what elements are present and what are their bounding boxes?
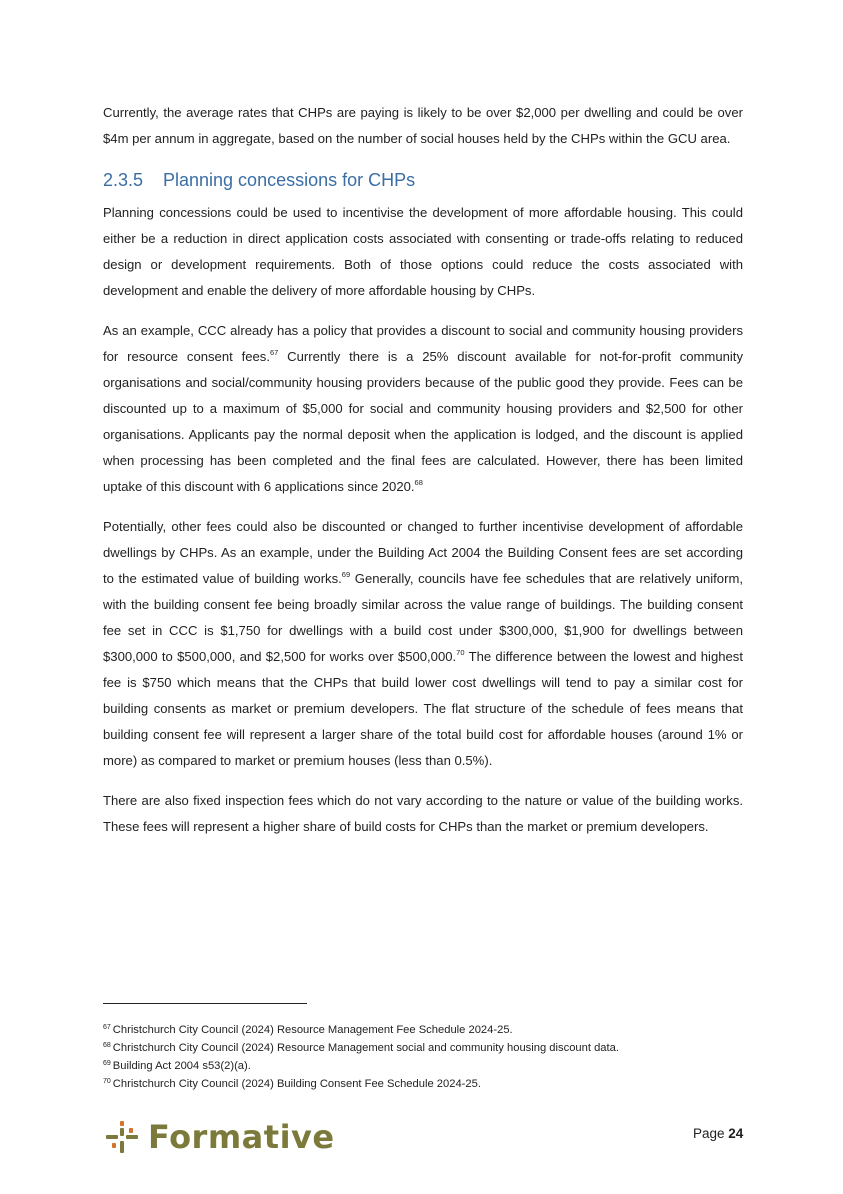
paragraph-text: Currently there is a 25% discount available for not-for-profit community organisations and social/community housing providers because of the public good they provide. Fees can be discounted up to a maximum of $5,000 for social and community housing providers and $2,500 for other organisations. Applicants pay the normal deposit when the application is lodged, and the discount is applied when processing has been completed and the final fees are calculated. However, there has been limited uptake of this discount with 6 applications since 2020.: [103, 349, 743, 494]
paragraph-planning-concessions: Planning concessions could be used to incentivise the development of more affordable housing. This could either be a reduction in direct application costs associated with consenting or trade-offs relating to reduced design or development requirements. Both of those options could reduce the costs associated with development and enable the delivery of more affordable housing by CHPs.: [103, 205, 743, 298]
paragraph-ccc-example: [103, 318, 743, 500]
footnote-70: [103, 1075, 743, 1093]
page-label: Page: [693, 1126, 725, 1141]
footnote-number: 70: [103, 1078, 111, 1085]
footnote-reference[interactable]: 67: [270, 348, 279, 357]
paragraph-text: Potentially, other fees could also be discounted or changed to further incentivise development of affordable dwellings by CHPs. As an example, under the Building Act 2004 the Building Consent fees are set according to the estimated value of building works.: [103, 519, 743, 586]
footnotes: [103, 1021, 743, 1093]
paragraph-text: As an example, CCC already has a policy that provides a discount to social and community housing providers for resource consent fees.: [103, 323, 743, 364]
formative-logo: [104, 1115, 335, 1159]
formative-mark-icon: [104, 1119, 140, 1155]
logo-wordmark: Formative: [148, 1118, 335, 1156]
footnote-68: [103, 1039, 743, 1057]
footnote-69: [103, 1057, 743, 1075]
paragraph-rates: Currently, the average rates that CHPs are paying is likely to be over $2,000 per dwelling and could be over $4m per annum in aggregate, based on the number of social houses held by the CHPs within the GCU area.: [103, 105, 743, 146]
footnote-text: Building Act 2004 s53(2)(a).: [112, 1060, 251, 1072]
main-content: [103, 100, 743, 854]
page-number-value: 24: [728, 1126, 744, 1141]
footnote-separator: [103, 1003, 307, 1004]
footnote-67: [103, 1021, 743, 1039]
footnote-reference[interactable]: 68: [414, 478, 423, 487]
section-heading: [103, 166, 743, 194]
section-title: Planning concessions for CHPs: [163, 170, 416, 190]
paragraph-inspection-fees: There are also fixed inspection fees which do not vary according to the nature or value of the building works. These fees will represent a higher share of build costs for CHPs than the market or premium developers.: [103, 793, 743, 834]
footnote-text: Christchurch City Council (2024) Resource Management Fee Schedule 2024-25.: [112, 1024, 513, 1036]
paragraph-building-consent-fees: [103, 514, 743, 774]
footnote-reference[interactable]: 70: [456, 648, 465, 657]
section-number: 2.3.5: [103, 170, 144, 190]
page-number: [693, 1126, 743, 1141]
footnote-text: Christchurch City Council (2024) Building Consent Fee Schedule 2024-25.: [112, 1078, 481, 1090]
paragraph-text: The difference between the lowest and highest fee is $750 which means that the CHPs that build lower cost dwellings will tend to pay a similar cost for building consents as market or premium developers. The flat structure of the schedule of fees means that building consent fee will represent a larger share of the total build cost for affordable houses (around 1% or more) as compared to market or premium houses (less than 0.5%).: [103, 649, 743, 768]
footnote-text: Christchurch City Council (2024) Resource Management social and community housing discount data.: [112, 1042, 619, 1054]
footnote-number: 69: [103, 1060, 111, 1067]
footnote-number: 68: [103, 1042, 111, 1049]
paragraph-text: Generally, councils have fee schedules that are relatively uniform, with the building consent fee being broadly similar across the value range of buildings. The building consent fee set in CCC is $1,750 for dwellings with a build cost under $300,000, $1,900 for dwellings between $300,000 to $500,000, and $2,500 for works over $500,000.: [103, 571, 743, 664]
footnote-reference[interactable]: 69: [341, 570, 351, 579]
footnote-number: 67: [103, 1024, 111, 1031]
